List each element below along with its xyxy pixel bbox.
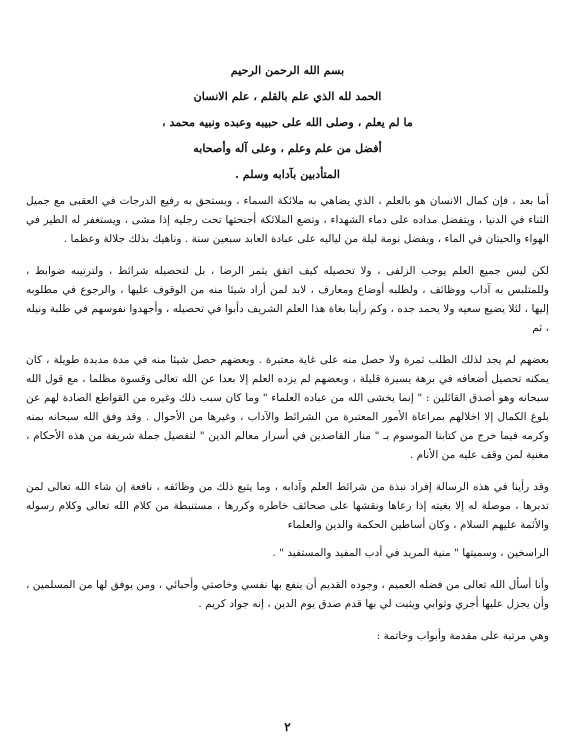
header-line: المتأدبين بآدابه وسلم .	[235, 167, 340, 181]
body-paragraph: بعضهم لم يجد لذلك الطلب ثمرة ولا حصل منه على غاية معتبرة . وبعضهم حصل شيئا منه في مدة مديدة طويلة ، كان يمكنه تحصيل أضعافه في برهة يسيرة قليلة ، وبعضهم لم يزده العلم إلا بعدا عن الله تعالى وقسوة مظلما ، مع قول الله سبحانه وهو أصدق القائلين : " إنما يخشى الله من عباده العلماء " وما كان سبب ذلك وغيره من القواطع الصادة لهم عن بلوغ الكمال إلا اخلالهم بمراعاة الأمور المعتبرة من الشرائط والآداب ، وغيرها من الأحوال . وقد وفق الله سبحانه بمنه وكرمه فيما خرج من كتابنا الموسوم بـ " منار القاصدين في أسرار معالم الدين " لتفصيل جملة شريفة من هذه الأحكام ، مغنية لمن وقف عليه من الأنام .	[26, 354, 549, 461]
basmala-line: بسم الله الرحمن الرحيم	[230, 63, 345, 77]
header-line: ما لم يعلم ، وصلى الله على حبيبه وعبده ونبيه محمد ،	[162, 115, 413, 129]
body-paragraph: وأنا أسأل الله تعالى من فضله العميم ، وجوده القديم أن ينفع بها نفسي وخاصتي وأحبائي ، ومن يوفق لها من المسلمين ، وأن يجزل عليها أجري وثوابي ويثبت لي بها قدم صدق يوم الدين ، إنه جواد كريم .	[26, 579, 549, 610]
body-paragraph: لكن ليس جميع العلم يوجب الزلفى ، ولا تحصيله كيف اتفق يثمر الرضا ، بل لتحصيله شرائط ، ولترتيبه ضوابط ، وللمتلبس به آداب ووظائف ، ولطلبه أوضاع ومعارف ، لابد لمن أراد شيئا منه من الوقوف عليها ، والرجوع في مطلوبه إليها ، لئلا يضيع سعيه ولا يحمد جده ، وكم رأينا بغاة هذا العلم الشريف دأبوا في تحصيله ، وأجهدوا نفوسهم في طلبة ونيله ، ثم	[26, 265, 549, 334]
header-line: أفضل من علم وعلم ، وعلى آله وأصحابه	[193, 141, 382, 155]
document-body	[26, 192, 549, 646]
page-number: ٢	[284, 720, 291, 734]
invocation-header	[26, 62, 549, 182]
body-paragraph: الراسخين ، وسميتها " منية المريد في أدب المفيد والمستفيد " .	[272, 547, 549, 559]
body-paragraph: وقد رأينا في هذه الرسالة إفراد نبذة من شرائط العلم وآدابه ، وما يتبع ذلك من وظائفه ، نافعة إن شاء الله تعالى لمن تدبرها ، موصلة له إلا بغيته إذا رعاها ونقشها على صحائف خاطره وكررها ، مستنبطة من كلام الله تعالى وكلام رسوله والأئمة عليهم السلام ، وكان أساطين الحكمة والدين والعلماء	[26, 481, 549, 531]
header-line: الحمد لله الذي علم بالقلم ، علم الانسان	[193, 89, 382, 103]
body-paragraph: أما بعد ، فإن كمال الانسان هو بالعلم ، الذي يضاهي به ملائكة السماء ، ويستحق به رفيع الدرجات في العقبى مع جميل الثناء في الدنيا ، ويتفضل مداده على دماء الشهداء ، وتضع الملائكة أجنحتها تحت رجليه إذا مشى ، ويستغفر له الطير في الهواء والحيتان في الماء ، ويفضل نومة ليلة من لياليه على عبادة العابد سبعين سنة . وناهيك بذلك جلالة وعظما .	[26, 195, 549, 245]
body-paragraph: وهي مرتبة على مقدمة وأبواب وخاتمة :	[376, 630, 549, 642]
